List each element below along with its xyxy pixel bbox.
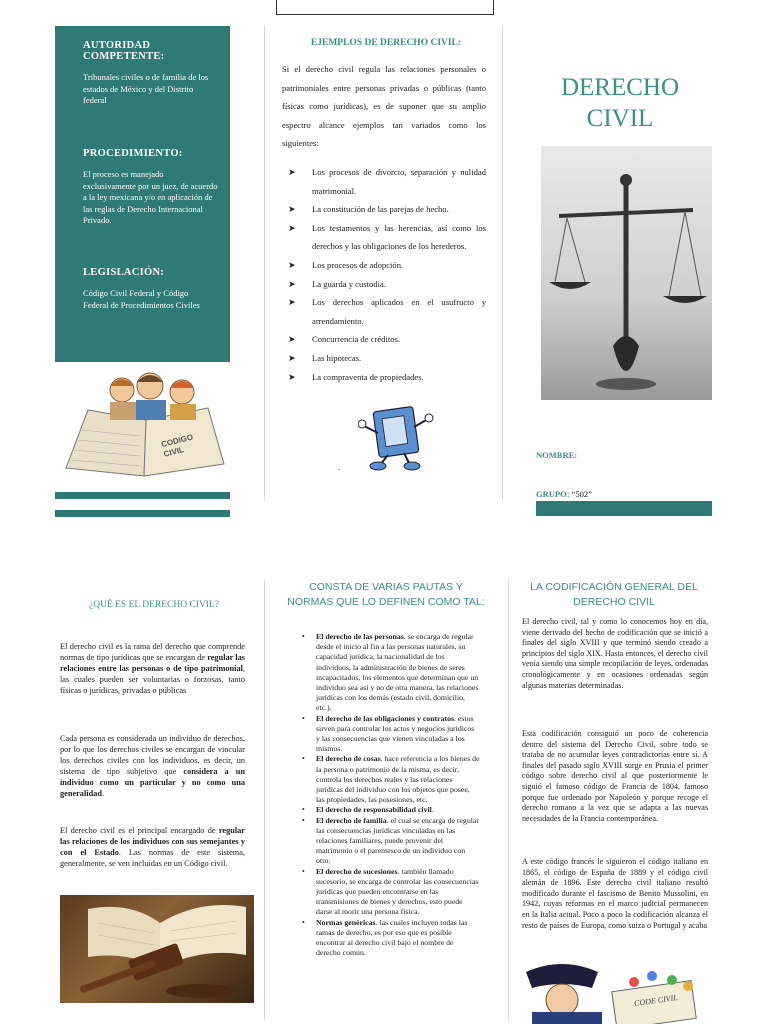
list-item: • El derecho de responsabilidad civil. [302, 805, 434, 815]
codigo-civil-illustration [58, 368, 230, 480]
list-item: ➤ La guarda y custodia. [288, 278, 386, 289]
column-divider [502, 26, 503, 501]
que-es-title: ¿QUÉ ES EL DERECHO CIVIL? [89, 600, 219, 610]
procedimiento-title: PROCEDIMIENTO: [83, 148, 183, 159]
que-es-p2: Cada persona es considerada un individuo de derechos, por lo que los derechos civiles se encargan de vincular los derechos civiles con los individuos, es decir, un sistema de tipo subjetivo que considera a un individuo como un particular y no como una generalidad. [60, 734, 245, 798]
list-item: ➤ Los procesos de divorcio, separación y nulidad matrimonial. [288, 167, 486, 196]
grupo-value: “502” [571, 489, 592, 499]
cover-stripe [536, 501, 712, 516]
column-divider [264, 26, 265, 501]
cover-title [520, 72, 720, 134]
grupo-label: GRUPO: [536, 489, 570, 499]
list-item: • El derecho de las personas. se encarga de regular desde el inicio al fin a las personas naturales, su capacidad jurídica, la nacionalidad de los individuos, la administración de bienes de seres incapacitados, los elementos que determinan que un individuo sea así y no de otra manera, las relaciones jurídicas con los demás (estado civil, domicilio, etc.). [302, 632, 479, 713]
grupo-line [536, 489, 592, 499]
list-item: ➤ Concurrencia de créditos. [288, 334, 401, 345]
procedimiento-text: El proceso es manejado exclusivamente por un juez, de acuerdo a la ley mexicana y/o en aplicación de las reglas de Derecho Internacional Privado. [83, 169, 218, 225]
code-civil-label: CODE CIVIL [633, 992, 679, 1009]
info-panel [55, 26, 230, 362]
list-item: • El derecho de sucesiones. también llamado sucesorio, se encarga de controlar las consecuencias jurídicas que pueden encontrarse en las transmisiones de bienes y derechos, esto puede darse al morir una persona física. [302, 866, 479, 917]
codificacion-p1: El derecho civil, tal y como lo conocemos hoy en día, viene derivado del hecho de codificación que se inició a finales del siglo XVIII y que terminó siendo creado a principios del siglo XIX. Hasta entonces, el derecho civil venía siendo una simple recopilación de leyes, ordenadas cronológicamente y en ocasiones ordenadas según algunas materias determinadas. [522, 617, 708, 690]
list-item: ➤ Los procesos de adopción. [288, 259, 404, 270]
codigo-civil-label: CODIGO CIVIL [160, 432, 194, 459]
column-divider [508, 580, 509, 1020]
napoleon-code-image [522, 962, 708, 1024]
list-item: ➤ La compraventa de propiedades. [288, 371, 424, 382]
ejemplos-intro: Si el derecho civil regula las relaciones personales o patrimoniales entre personas privadas o públicas (tanto físicas como jurídicas), es de suponer que su amplio espectro alcance ejemplos tan variados como los siguientes: [282, 64, 486, 149]
book-cartoon [358, 405, 434, 471]
column-divider [264, 580, 265, 1020]
list-item: ➤ La constitución de las parejas de hecho. [288, 204, 449, 215]
legislacion-text: Código Civil Federal y Código Federal de Procedimientos Civiles [83, 288, 200, 310]
frame-bracket [276, 0, 494, 15]
decor-stripe-1 [55, 492, 230, 499]
cover-title-line1: DERECHO [560, 74, 680, 101]
cover-title-line2: CIVIL [586, 105, 654, 132]
list-item: • El derecho de las obligaciones y contratos. estos sirven para controlar los actos y negocios jurídicos y las consecuencias que vienen vinculadas a los mismos. [302, 713, 475, 754]
scales-image [541, 146, 712, 400]
autoridad-title: AUTORIDAD COMPETENTE: [83, 40, 165, 62]
codificacion-p2: Esta codificación consiguió un poco de coherencia dentro del sistema del Derecho Civil, sobre todo se trataba de no acumular leyes contradictorias entre sí. A finales del pasado siglo XVIII surge en Prusia el primer código sobre derecho civil al que posteriormente le siguió el famoso código de Francia de 1804, famoso porque fue ordenado por Napoleón y porque recoge el derecho romano a la vez que se adapta a las nuevas necesidades de la Francia contemporánea. [522, 729, 708, 823]
que-es-p3: El derecho civil es el principal encargado de regular las relaciones de los individuos con sus semejantes y con el Estado. Las normas de este sistema, generalmente, se ven incluidas en un Código civil. [60, 826, 245, 868]
list-item: • El derecho de familia. el cual se encarga de regular las consecuencias jurídicas vinculadas en las relaciones familiares, puede provenir del matrimonio o el parentesco de un individuo con otro. [302, 815, 479, 866]
codificacion-title: LA CODIFICACIÓN GENERAL DEL DERECHO CIVIL [530, 581, 698, 608]
gavel-book-image [60, 895, 254, 1003]
autoridad-text: Tribunales civiles o de familia de los estados de México y del Distrito federal [83, 72, 209, 105]
codificacion-p3: A este código francés le siguieron el código italiano en 1865, el código de España de 1889 y el código civil alemán de 1896. Este derecho civil italiano resultó modificado durante el fascismo de Benito Mussolini, en 1942, cuyas reformas en el marco judicial permanecen en la Italia actual. Poco a poco la codificación alcanza el resto de países de Europa, como suiza o Portugal y acaba [522, 857, 708, 930]
list-item: • Normas genéricas. las cuales incluyen todas las ramas de derecho, es por eso que es posible encontrar al derecho civil bajo el nombre de derecho común. [302, 917, 468, 958]
nombre-label: NOMBRE: [536, 450, 578, 460]
legislacion-title: LEGISLACIÓN: [83, 267, 165, 278]
list-item: ➤ Los derechos aplicados en el usufructo y arrendamiento. [288, 297, 486, 326]
consta-list [300, 632, 480, 959]
ejemplos-title: EJEMPLOS DE DERECHO CIVIL: [310, 38, 462, 48]
list-item: • El derecho de cosas. hace referencia a los bienes de la persona o patrimonio de la misma, es decir, controla los derechos reales y las relaciones jurídicas del individuo con los objetos que posee, las propiedades, las posesiones, etc. [302, 754, 480, 805]
list-item: ➤ Las hipotecas. [288, 352, 362, 363]
stray-dot: . [338, 462, 341, 472]
ejemplos-list [278, 163, 486, 386]
consta-title: CONSTA DE VARIAS PAUTAS Y NORMAS QUE LO DEFINEN COMO TAL: [287, 581, 485, 608]
list-item: ➤ Los testamentos y las herencias, así como los derechos y las obligaciones de los herederos. [288, 222, 486, 252]
decor-stripe-2 [55, 510, 230, 517]
que-es-p1: El derecho civil es la rama del derecho que comprende normas de tipo jurídicas que se encargan de regular las relaciones entre las personas o de tipo patrimonial, las cuales pueden ser voluntarias o forzosas, tanto físicas o jurídicas, privadas o públicas [60, 642, 245, 695]
